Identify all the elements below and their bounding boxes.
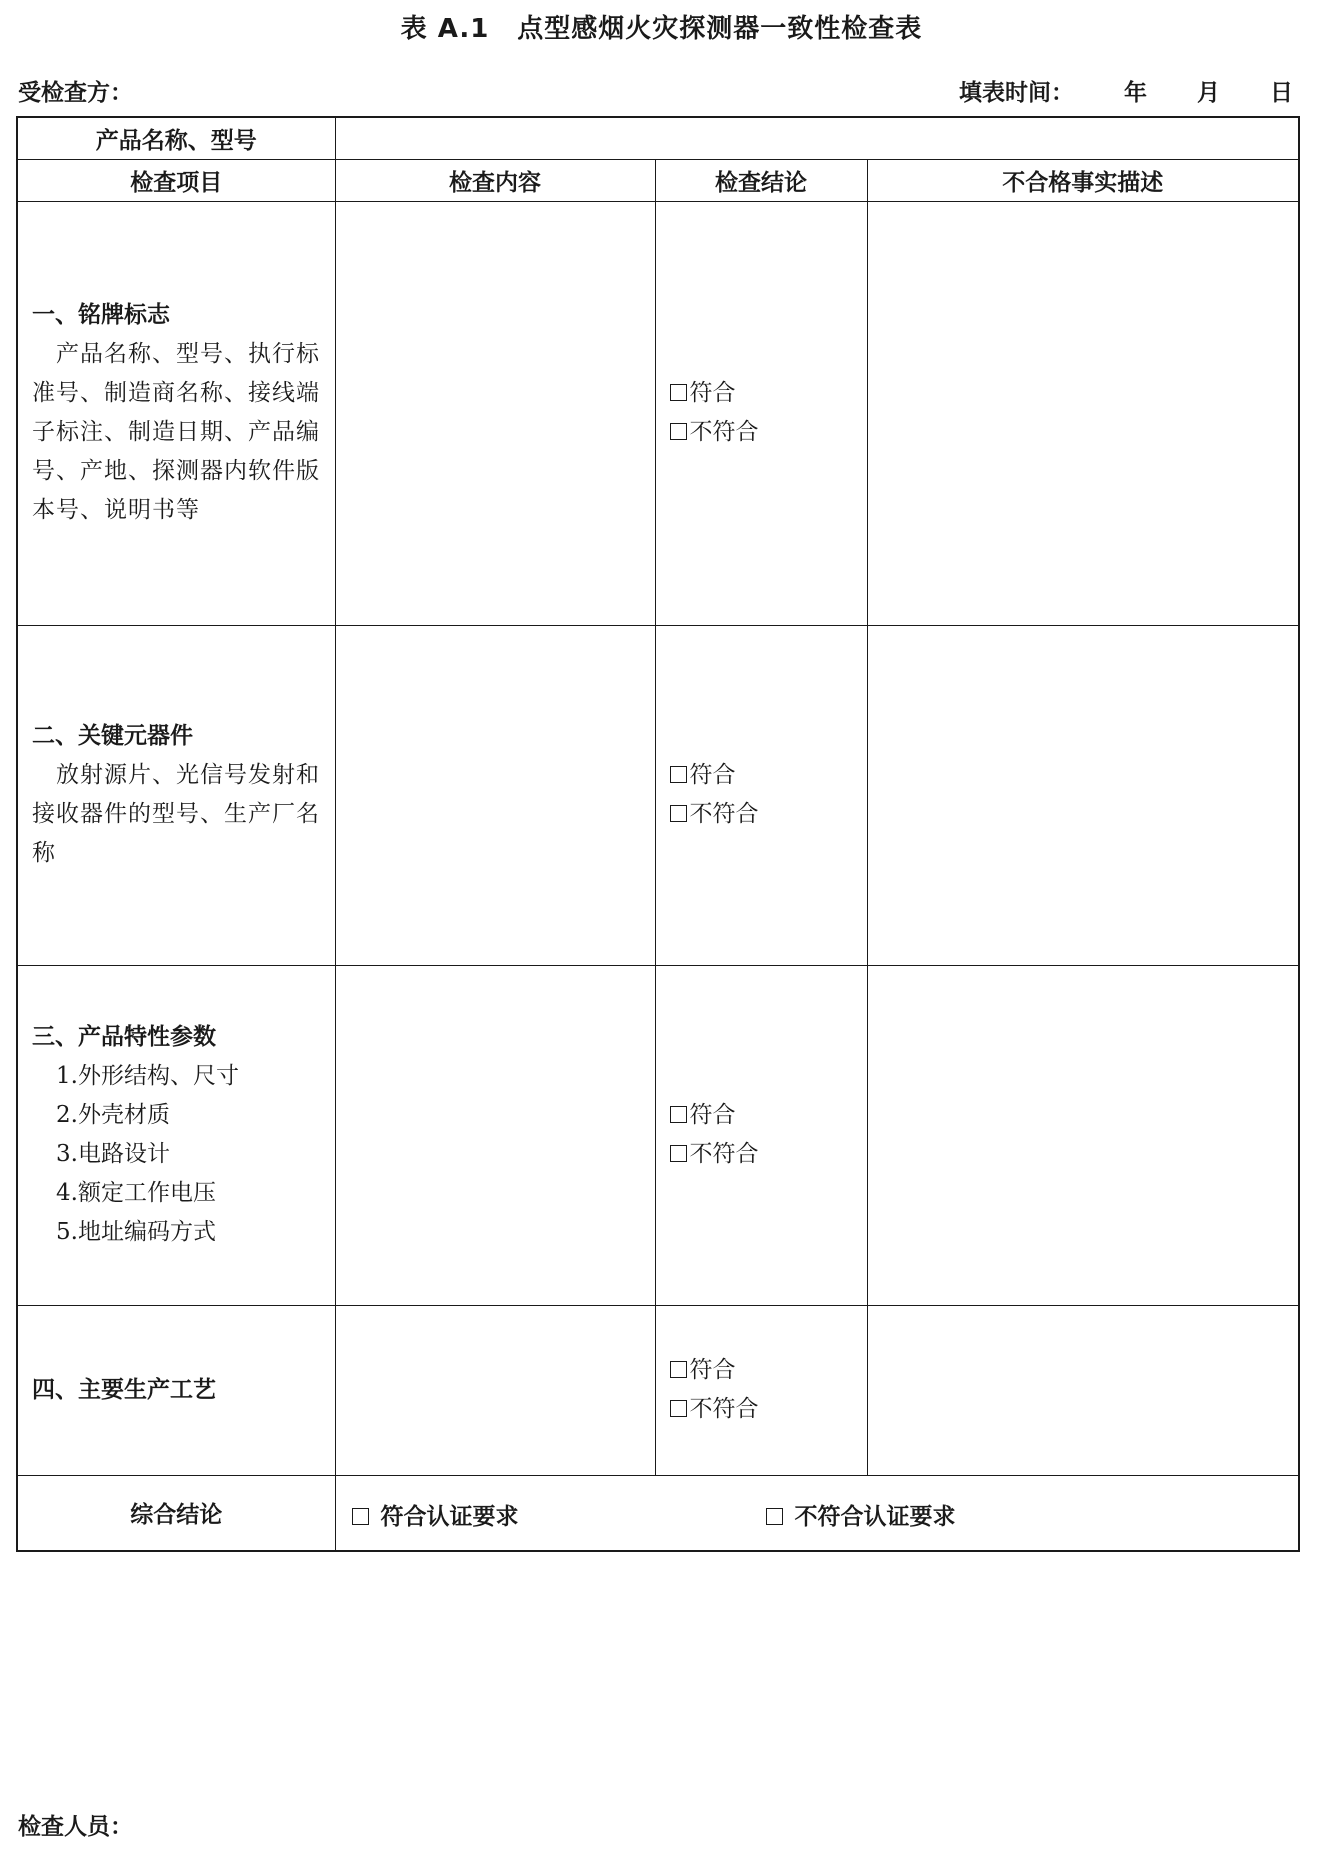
check-item-desc: 产品名称、型号、执行标准号、制造商名称、接线端子标注、制造日期、产品编号、产地、探测器内软件版本号、说明书等	[32, 341, 320, 523]
checkbox-icon[interactable]	[670, 1106, 687, 1123]
param-item: 4.额定工作电压	[56, 1180, 216, 1206]
checkbox-icon[interactable]	[670, 805, 687, 822]
checkbox-icon[interactable]	[670, 384, 687, 401]
checkbox-icon[interactable]	[670, 1361, 687, 1378]
inspector-label: 检查人员：	[18, 1814, 133, 1840]
nonconformity-desc-cell[interactable]	[867, 201, 1299, 625]
checkbox-icon[interactable]	[766, 1508, 783, 1525]
check-item-nameplate	[17, 201, 335, 625]
checkbox-icon[interactable]	[670, 766, 687, 783]
fill-date	[959, 74, 1293, 107]
checkbox-icon[interactable]	[670, 423, 687, 440]
conform-option[interactable]	[670, 374, 867, 413]
checkbox-icon[interactable]	[670, 1400, 687, 1417]
check-item-process	[17, 1305, 335, 1475]
overall-options-cell	[335, 1475, 1299, 1551]
table-row	[17, 965, 1299, 1305]
product-name-label: 产品名称、型号	[17, 117, 335, 159]
param-item: 5.地址编码方式	[56, 1219, 216, 1245]
check-item-heading: 三、产品特性参数	[32, 1024, 216, 1050]
overall-conform-label: 符合认证要求	[380, 1503, 519, 1530]
product-name-row	[17, 117, 1299, 159]
table-row	[17, 625, 1299, 965]
nonconformity-desc-cell[interactable]	[867, 1305, 1299, 1475]
conform-label: 符合	[689, 1102, 736, 1128]
column-header-row	[17, 159, 1299, 201]
conform-label: 符合	[689, 762, 736, 788]
overall-nonconform-option[interactable]	[766, 1498, 956, 1531]
table-row	[17, 1305, 1299, 1475]
nonconformity-desc-cell[interactable]	[867, 625, 1299, 965]
nonconform-option[interactable]	[670, 1390, 867, 1429]
table-title	[0, 8, 1323, 45]
param-item: 2.外壳材质	[56, 1102, 170, 1128]
check-item-parameters	[17, 965, 335, 1305]
conclusion-cell	[655, 965, 867, 1305]
conform-option[interactable]	[670, 1096, 867, 1135]
nonconform-label: 不符合	[689, 419, 759, 445]
nonconform-label: 不符合	[689, 1141, 759, 1167]
checkbox-icon[interactable]	[352, 1508, 369, 1525]
conform-label: 符合	[689, 380, 736, 406]
col-header-content: 检查内容	[335, 159, 655, 201]
inspected-party-label: 受检查方：	[18, 80, 133, 106]
fill-date-label: 填表时间：	[959, 80, 1074, 106]
conclusion-cell	[655, 625, 867, 965]
check-content-cell[interactable]	[335, 1305, 655, 1475]
check-item-heading: 一、铭牌标志	[32, 302, 170, 328]
check-content-cell[interactable]	[335, 201, 655, 625]
check-item-desc: 放射源片、光信号发射和接收器件的型号、生产厂名称	[32, 762, 320, 866]
conform-label: 符合	[689, 1357, 736, 1383]
nonconform-option[interactable]	[670, 795, 867, 834]
conclusion-cell	[655, 201, 867, 625]
nonconformity-desc-cell[interactable]	[867, 965, 1299, 1305]
table-row	[17, 201, 1299, 625]
inspection-table	[16, 116, 1300, 1552]
day-label: 日	[1270, 80, 1293, 106]
overall-nonconform-label: 不符合认证要求	[794, 1503, 956, 1530]
nonconform-label: 不符合	[689, 801, 759, 827]
conform-option[interactable]	[670, 1351, 867, 1390]
check-content-cell[interactable]	[335, 965, 655, 1305]
check-item-heading: 四、主要生产工艺	[32, 1376, 216, 1403]
month-label: 月	[1197, 80, 1220, 106]
col-header-nonconformity: 不合格事实描述	[867, 159, 1299, 201]
product-name-field[interactable]	[335, 117, 1299, 159]
check-item-components	[17, 625, 335, 965]
nonconform-option[interactable]	[670, 1135, 867, 1174]
col-header-conclusion: 检查结论	[655, 159, 867, 201]
overall-row	[17, 1475, 1299, 1551]
overall-label: 综合结论	[17, 1475, 335, 1551]
check-item-heading: 二、关键元器件	[32, 723, 193, 749]
conform-option[interactable]	[670, 756, 867, 795]
nonconform-label: 不符合	[689, 1396, 759, 1422]
year-label: 年	[1124, 80, 1147, 106]
conclusion-cell	[655, 1305, 867, 1475]
param-item: 1.外形结构、尺寸	[56, 1063, 239, 1089]
check-content-cell[interactable]	[335, 625, 655, 965]
table-title-text: 点型感烟火灾探测器一致性检查表	[517, 14, 923, 44]
table-code: 表 A.1	[400, 14, 490, 44]
nonconform-option[interactable]	[670, 413, 867, 452]
col-header-item: 检查项目	[17, 159, 335, 201]
overall-conform-option[interactable]	[352, 1498, 519, 1531]
checkbox-icon[interactable]	[670, 1145, 687, 1162]
param-item: 3.电路设计	[56, 1141, 170, 1167]
